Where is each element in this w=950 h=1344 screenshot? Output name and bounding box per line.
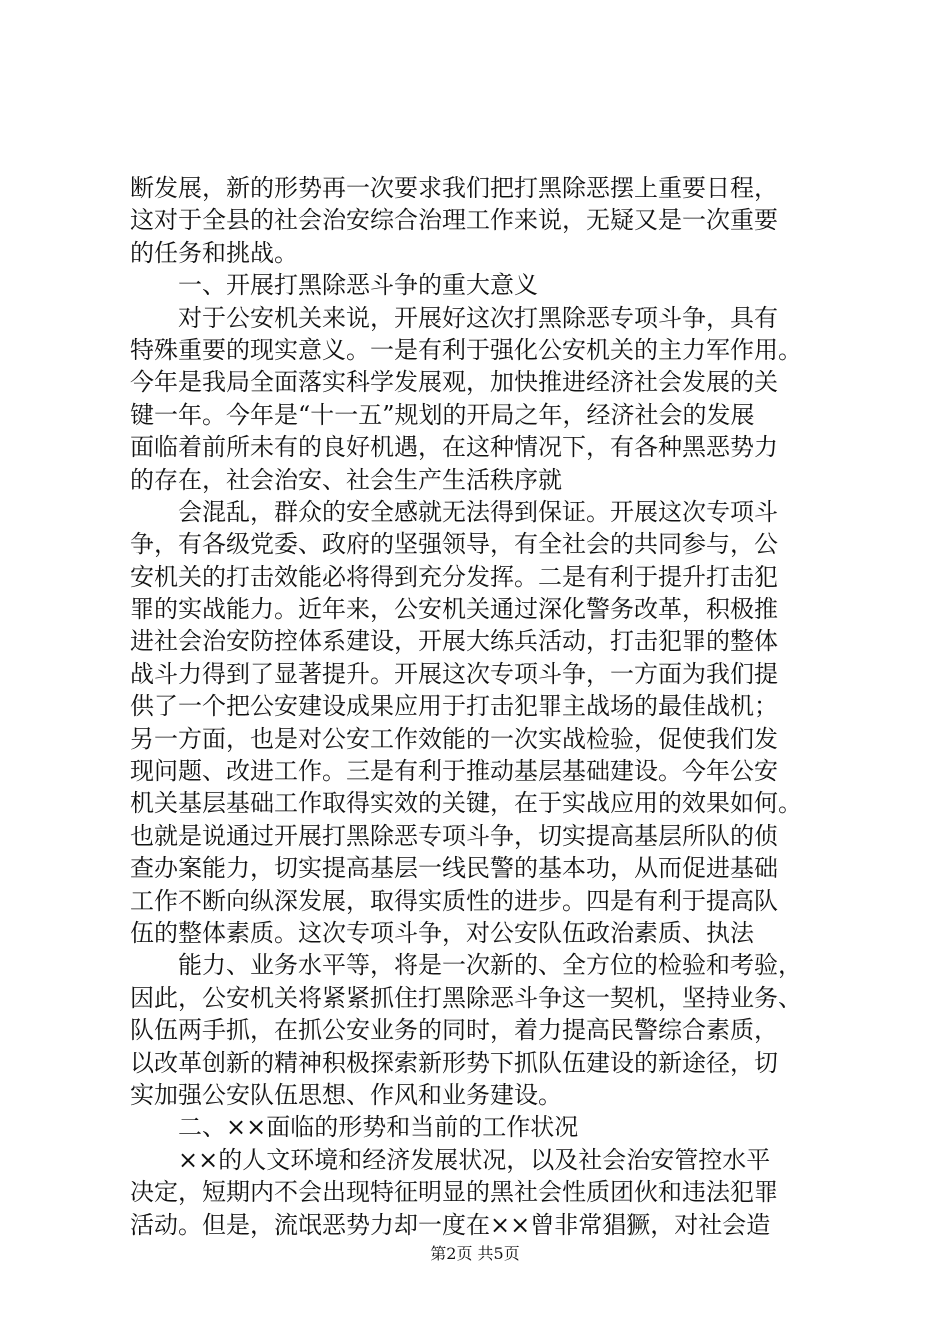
text-line: 另一方面，也是对公安工作效能的一次实战检验，促使我们发	[130, 724, 778, 753]
text-line: 活动。但是，流氓恶势力却一度在××曾非常猖獗，对社会造	[130, 1210, 771, 1239]
text-line: 机关基层基础工作取得实效的关键，在于实战应用的效果如何。	[130, 789, 802, 818]
document-body	[130, 172, 830, 1241]
text-line: 查办案能力，切实提高基层一线民警的基本功，从而促进基础	[130, 854, 778, 883]
text-line: 伍的整体素质。这次专项斗争，对公安队伍政治素质、执法	[130, 918, 754, 947]
section-heading: 二、××面临的形势和当前的工作状况	[130, 1113, 579, 1142]
text-line: 罪的实战能力。近年来，公安机关通过深化警务改革，积极推	[130, 595, 778, 624]
text-line: 对于公安机关来说，开展好这次打黑除恶专项斗争，具有	[130, 303, 778, 332]
text-line: ××的人文环境和经济发展状况，以及社会治安管控水平	[130, 1145, 771, 1174]
text-line: 实加强公安队伍思想、作风和业务建设。	[130, 1080, 562, 1109]
text-line: 以改革创新的精神积极探索新形势下抓队伍建设的新途径，切	[130, 1048, 778, 1077]
text-line: 工作不断向纵深发展，取得实质性的进步。四是有利于提高队	[130, 886, 778, 915]
text-line: 供了一个把公安建设成果应用于打击犯罪主战场的最佳战机；	[130, 692, 778, 721]
text-line: 今年是我局全面落实科学发展观，加快推进经济社会发展的关	[130, 368, 778, 397]
text-line: 这对于全县的社会治安综合治理工作来说，无疑又是一次重要	[130, 206, 778, 235]
text-line: 会混乱，群众的安全感就无法得到保证。开展这次专项斗	[130, 497, 778, 526]
section-heading: 一、开展打黑除恶斗争的重大意义	[130, 271, 538, 300]
text-line: 的任务和挑战。	[130, 238, 298, 267]
text-line: 现问题、改进工作。三是有利于推动基层基础建设。今年公安	[130, 757, 778, 786]
text-line: 键一年。今年是“十一五”规划的开局之年，经济社会的发展	[130, 400, 755, 429]
text-line: 能力、业务水平等，将是一次新的、全方位的检验和考验，	[130, 951, 802, 980]
page-number-footer: 第2页 共5页	[430, 1244, 520, 1263]
text-line: 争，有各级党委、政府的坚强领导，有全社会的共同参与，公	[130, 530, 778, 559]
text-line: 也就是说通过开展打黑除恶专项斗争，切实提高基层所队的侦	[130, 821, 778, 850]
text-line: 安机关的打击效能必将得到充分发挥。二是有利于提升打击犯	[130, 562, 778, 591]
text-line: 断发展，新的形势再一次要求我们把打黑除恶摆上重要日程，	[130, 174, 778, 202]
text-line: 特殊重要的现实意义。一是有利于强化公安机关的主力军作用。	[130, 335, 802, 364]
text-line: 面临着前所未有的良好机遇，在这种情况下，有各种黑恶势力	[130, 433, 778, 462]
text-line: 决定，短期内不会出现特征明显的黑社会性质团伙和违法犯罪	[130, 1178, 778, 1207]
text-line: 的存在，社会治安、社会生产生活秩序就	[130, 465, 562, 494]
text-line: 战斗力得到了显著提升。开展这次专项斗争，一方面为我们提	[130, 659, 778, 688]
text-line: 因此，公安机关将紧紧抓住打黑除恶斗争这一契机，坚持业务、	[130, 983, 802, 1012]
text-line: 进社会治安防控体系建设，开展大练兵活动，打击犯罪的整体	[130, 627, 778, 656]
text-line: 队伍两手抓，在抓公安业务的同时，着力提高民警综合素质，	[130, 1016, 778, 1045]
